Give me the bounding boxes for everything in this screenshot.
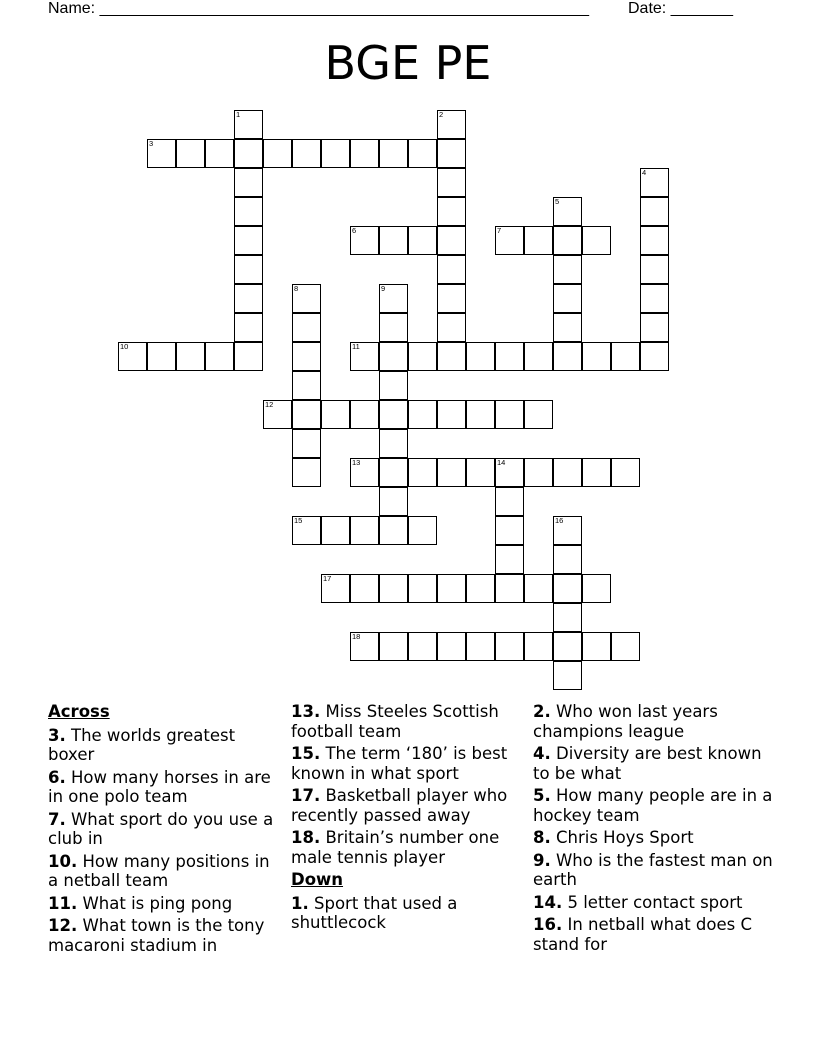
grid-cell[interactable]	[640, 313, 669, 342]
clue-number: 11	[352, 342, 360, 351]
clue-item	[533, 851, 773, 890]
grid-cell[interactable]	[292, 284, 321, 313]
clue-item-number: 1.	[291, 893, 309, 913]
clue-number: 5	[555, 197, 560, 206]
grid-cell[interactable]	[379, 487, 408, 516]
clue-number: 12	[265, 400, 274, 409]
clue-item	[533, 744, 773, 783]
grid-cell[interactable]	[379, 400, 408, 429]
clue-item	[291, 894, 527, 933]
clue-number: 4	[642, 168, 647, 177]
grid-cell[interactable]	[176, 139, 205, 168]
grid-cell[interactable]	[437, 574, 466, 603]
grid-cell[interactable]	[495, 632, 524, 661]
clue-number: 3	[149, 139, 154, 148]
grid-cell[interactable]	[350, 139, 379, 168]
clue-number: 17	[323, 574, 332, 583]
grid-cell[interactable]	[437, 110, 466, 139]
grid-cell[interactable]	[408, 139, 437, 168]
clue-item-number: 3.	[48, 725, 66, 745]
clue-number: 8	[294, 284, 299, 293]
grid-cell[interactable]	[234, 313, 263, 342]
clue-item	[48, 810, 280, 849]
clue-item	[48, 768, 280, 807]
grid-cell[interactable]	[292, 458, 321, 487]
grid-cell[interactable]	[495, 458, 524, 487]
grid-cell[interactable]	[495, 574, 524, 603]
grid-cell[interactable]	[582, 632, 611, 661]
clues-column-3	[533, 702, 773, 957]
grid-cell[interactable]	[147, 342, 176, 371]
clue-item-number: 6.	[48, 767, 66, 787]
grid-cell[interactable]	[408, 226, 437, 255]
clue-item-text: Who is the fastest man on earth	[533, 850, 773, 889]
clue-item-text: What is ping pong	[77, 893, 233, 913]
grid-cell[interactable]	[553, 255, 582, 284]
grid-cell[interactable]	[350, 226, 379, 255]
clue-number: 18	[352, 632, 361, 641]
grid-cell[interactable]	[437, 197, 466, 226]
grid-cell[interactable]	[408, 516, 437, 545]
grid-cell[interactable]	[553, 603, 582, 632]
clue-item-number: 18.	[291, 828, 321, 847]
grid-cell[interactable]	[263, 400, 292, 429]
grid-cell[interactable]	[640, 342, 669, 371]
clue-item	[291, 786, 527, 825]
clue-item	[48, 894, 280, 914]
across-heading: Across	[48, 702, 110, 721]
grid-cell[interactable]	[524, 632, 553, 661]
clue-number: 15	[294, 516, 303, 525]
clue-item-text: What sport do you use a club in	[48, 809, 274, 848]
clue-item-number: 13.	[291, 702, 321, 721]
grid-cell[interactable]	[321, 139, 350, 168]
grid-cell[interactable]	[205, 139, 234, 168]
grid-cell[interactable]	[205, 342, 234, 371]
page-title: BGE PE	[324, 36, 492, 90]
grid-cell[interactable]	[495, 545, 524, 574]
grid-cell[interactable]	[292, 342, 321, 371]
clue-number: 1	[236, 110, 241, 119]
grid-cell[interactable]	[640, 226, 669, 255]
grid-cell[interactable]	[321, 574, 350, 603]
grid-cell[interactable]	[234, 284, 263, 313]
grid-cell[interactable]	[437, 226, 466, 255]
grid-cell[interactable]	[582, 226, 611, 255]
clue-item-text: How many positions in a netball team	[48, 851, 270, 890]
grid-cell[interactable]	[379, 226, 408, 255]
grid-cell[interactable]	[234, 197, 263, 226]
grid-cell[interactable]	[350, 342, 379, 371]
grid-cell[interactable]	[379, 574, 408, 603]
grid-cell[interactable]	[147, 139, 176, 168]
grid-cell[interactable]	[437, 632, 466, 661]
grid-cell[interactable]	[553, 661, 582, 690]
grid-cell[interactable]	[466, 458, 495, 487]
clue-item	[291, 828, 527, 867]
clue-item-text: Diversity are best known to be what	[533, 744, 762, 783]
grid-cell[interactable]	[553, 284, 582, 313]
grid-cell[interactable]	[466, 342, 495, 371]
grid-cell[interactable]	[379, 516, 408, 545]
clue-item-number: 2.	[533, 702, 551, 721]
clue-item-number: 8.	[533, 828, 551, 847]
grid-cell[interactable]	[495, 342, 524, 371]
grid-cell[interactable]	[437, 400, 466, 429]
clue-item-text: Chris Hoys Sport	[550, 828, 694, 847]
grid-cell[interactable]	[379, 632, 408, 661]
clue-number: 13	[352, 458, 361, 467]
clue-item-number: 14.	[533, 892, 563, 912]
clue-item	[533, 702, 773, 741]
date-field[interactable]: Date: _______	[628, 0, 733, 17]
clue-number: 6	[352, 226, 357, 235]
clue-item-number: 11.	[48, 893, 78, 913]
grid-cell[interactable]	[292, 313, 321, 342]
grid-cell[interactable]	[640, 284, 669, 313]
clue-item	[291, 744, 527, 783]
grid-cell[interactable]	[292, 139, 321, 168]
grid-cell[interactable]	[408, 342, 437, 371]
grid-cell[interactable]	[553, 516, 582, 545]
grid-cell[interactable]	[350, 458, 379, 487]
grid-cell[interactable]	[350, 400, 379, 429]
clue-item-text: Britain’s number one male tennis player	[291, 828, 500, 867]
grid-cell[interactable]	[408, 400, 437, 429]
grid-cell[interactable]	[350, 632, 379, 661]
clue-item-number: 16.	[533, 915, 563, 934]
grid-cell[interactable]	[553, 632, 582, 661]
grid-cell[interactable]	[379, 371, 408, 400]
grid-cell[interactable]	[640, 197, 669, 226]
grid-cell[interactable]	[379, 139, 408, 168]
grid-cell[interactable]	[234, 226, 263, 255]
clue-item-number: 10.	[48, 851, 78, 871]
grid-cell[interactable]	[437, 342, 466, 371]
grid-cell[interactable]	[582, 458, 611, 487]
grid-cell[interactable]	[408, 632, 437, 661]
grid-cell[interactable]	[553, 313, 582, 342]
grid-cell[interactable]	[437, 255, 466, 284]
clue-number: 14	[497, 458, 506, 467]
grid-cell[interactable]	[234, 139, 263, 168]
clue-item	[533, 915, 773, 954]
grid-cell[interactable]	[553, 197, 582, 226]
grid-cell[interactable]	[292, 516, 321, 545]
clue-item	[533, 893, 773, 913]
clue-item	[291, 702, 527, 741]
grid-cell[interactable]	[640, 168, 669, 197]
grid-cell[interactable]	[263, 139, 292, 168]
clue-item-text: Miss Steeles Scottish football team	[291, 702, 499, 741]
grid-cell[interactable]	[495, 226, 524, 255]
grid-cell[interactable]	[321, 516, 350, 545]
grid-cell[interactable]	[553, 226, 582, 255]
grid-cell[interactable]	[582, 342, 611, 371]
grid-cell[interactable]	[408, 574, 437, 603]
clue-item-text: Who won last years champions league	[533, 702, 718, 741]
grid-cell[interactable]	[118, 342, 147, 371]
down-heading: Down	[291, 870, 344, 889]
grid-cell[interactable]	[437, 458, 466, 487]
clue-item-text: How many horses in are in one polo team	[48, 767, 271, 806]
grid-cell[interactable]	[524, 226, 553, 255]
clue-item-number: 17.	[291, 786, 321, 805]
grid-cell[interactable]	[379, 342, 408, 371]
clue-item	[533, 786, 773, 825]
grid-cell[interactable]	[437, 168, 466, 197]
clue-number: 7	[497, 226, 502, 235]
grid-cell[interactable]	[437, 139, 466, 168]
grid-cell[interactable]	[437, 313, 466, 342]
grid-cell[interactable]	[234, 168, 263, 197]
grid-cell[interactable]	[379, 284, 408, 313]
grid-cell[interactable]	[379, 458, 408, 487]
clue-item-text: Basketball player who recently passed away	[291, 786, 508, 825]
clue-item-number: 12.	[48, 916, 78, 935]
clues-column-1	[48, 702, 280, 958]
grid-cell[interactable]	[495, 516, 524, 545]
grid-cell[interactable]	[495, 487, 524, 516]
grid-cell[interactable]	[292, 429, 321, 458]
grid-cell[interactable]	[611, 458, 640, 487]
grid-cell[interactable]	[611, 342, 640, 371]
clue-item	[48, 916, 280, 955]
name-field[interactable]: Name: _______________________________________________________	[48, 0, 589, 17]
grid-cell[interactable]	[379, 313, 408, 342]
clue-item-text: In netball what does C stand for	[533, 915, 752, 954]
grid-cell[interactable]	[524, 574, 553, 603]
clue-item-text: The term ‘180’ is best known in what sport	[291, 744, 508, 783]
grid-cell[interactable]	[350, 574, 379, 603]
clues-column-2	[291, 702, 527, 936]
grid-cell[interactable]	[234, 342, 263, 371]
grid-cell[interactable]	[495, 400, 524, 429]
clue-item-text: What town is the tony macaroni stadium in	[48, 916, 265, 955]
grid-cell[interactable]	[640, 255, 669, 284]
clue-item	[533, 828, 773, 848]
grid-cell[interactable]	[553, 458, 582, 487]
grid-cell[interactable]	[611, 632, 640, 661]
grid-cell[interactable]	[553, 545, 582, 574]
grid-cell[interactable]	[524, 400, 553, 429]
grid-cell[interactable]	[234, 110, 263, 139]
clue-item-text: How many people are in a hockey team	[533, 786, 773, 825]
clue-item-text: Sport that used a shuttlecock	[291, 893, 458, 932]
grid-cell[interactable]	[553, 574, 582, 603]
clue-item-text: The worlds greatest boxer	[48, 725, 236, 764]
grid-cell[interactable]	[176, 342, 205, 371]
clue-item-text: 5 letter contact sport	[562, 892, 743, 912]
clue-item-number: 4.	[533, 744, 551, 763]
clue-number: 9	[381, 284, 386, 293]
grid-cell[interactable]	[466, 400, 495, 429]
clue-number: 2	[439, 110, 444, 119]
clue-number: 10	[120, 342, 129, 351]
grid-cell[interactable]	[234, 255, 263, 284]
grid-cell[interactable]	[321, 400, 350, 429]
grid-cell[interactable]	[292, 400, 321, 429]
clue-item-number: 7.	[48, 809, 66, 829]
grid-cell[interactable]	[437, 284, 466, 313]
clue-item-number: 5.	[533, 786, 551, 805]
grid-cell[interactable]	[466, 574, 495, 603]
grid-cell[interactable]	[350, 516, 379, 545]
grid-cell[interactable]	[292, 371, 321, 400]
grid-cell[interactable]	[524, 342, 553, 371]
grid-cell[interactable]	[408, 458, 437, 487]
clue-item-number: 15.	[291, 744, 321, 763]
grid-cell[interactable]	[582, 574, 611, 603]
grid-cell[interactable]	[553, 342, 582, 371]
grid-cell[interactable]	[524, 458, 553, 487]
clue-item	[48, 726, 280, 765]
clue-number: 16	[555, 516, 564, 525]
grid-cell[interactable]	[466, 632, 495, 661]
clue-item	[48, 852, 280, 891]
grid-cell[interactable]	[379, 429, 408, 458]
clue-item-number: 9.	[533, 850, 551, 870]
